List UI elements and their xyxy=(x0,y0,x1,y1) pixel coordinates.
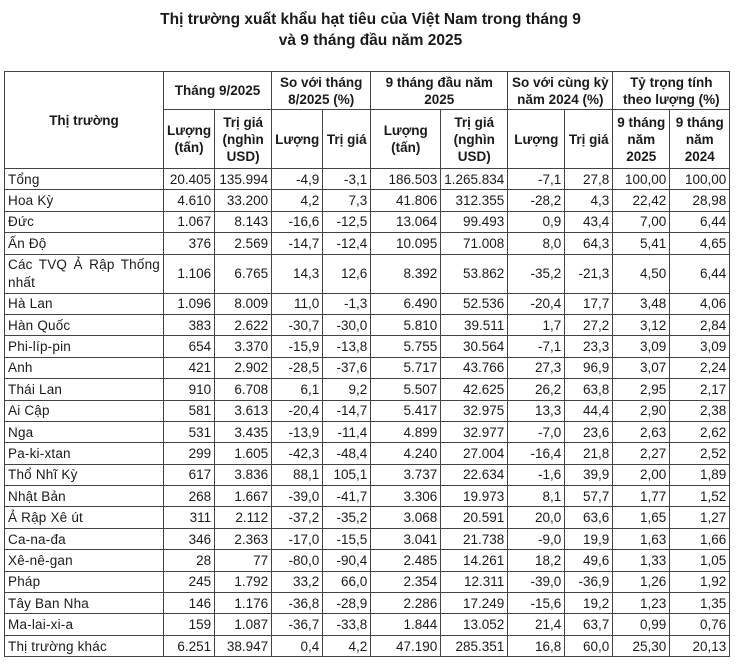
cell-market: Ca-na-đa xyxy=(5,528,164,549)
cell-share-2024: 1,52 xyxy=(670,486,730,507)
cell-vs-year-volume: -35,2 xyxy=(508,254,565,293)
cell-share-2025: 1,23 xyxy=(613,593,670,614)
cell-nine-month-value: 32.975 xyxy=(441,400,508,421)
table-row xyxy=(5,571,730,592)
cell-month-value: 38.947 xyxy=(215,635,272,656)
cell-vs-month-volume: -36,8 xyxy=(272,593,323,614)
table-title xyxy=(0,0,741,58)
cell-vs-year-value: 60,0 xyxy=(565,635,613,656)
table-row xyxy=(5,336,730,357)
cell-share-2024: 100,00 xyxy=(670,169,730,190)
cell-vs-month-value: -12,5 xyxy=(323,211,371,232)
cell-share-2024: 3,09 xyxy=(670,336,730,357)
cell-vs-year-volume: -16,4 xyxy=(508,443,565,464)
header-market: Thị trường xyxy=(5,72,164,169)
cell-vs-month-volume: -39,0 xyxy=(272,486,323,507)
cell-vs-month-value: -13,8 xyxy=(323,336,371,357)
cell-nine-month-value: 30.564 xyxy=(441,336,508,357)
cell-nine-month-value: 12.311 xyxy=(441,571,508,592)
cell-nine-month-value: 32.977 xyxy=(441,421,508,442)
cell-month-volume: 268 xyxy=(164,486,215,507)
cell-share-2025: 22,42 xyxy=(613,190,670,211)
cell-share-2024: 0,76 xyxy=(670,614,730,635)
cell-vs-year-volume: 1,7 xyxy=(508,314,565,335)
cell-nine-month-volume: 5.507 xyxy=(371,379,441,400)
cell-share-2025: 0,99 xyxy=(613,614,670,635)
cell-vs-month-value: 66,0 xyxy=(323,571,371,592)
cell-market: Thổ Nhĩ Kỳ xyxy=(5,464,164,485)
cell-vs-month-volume: -15,9 xyxy=(272,336,323,357)
table-row xyxy=(5,464,730,485)
cell-nine-month-volume: 3.041 xyxy=(371,528,441,549)
table-body xyxy=(5,169,730,657)
header-vs-year-volume: Lượng xyxy=(508,110,565,169)
cell-vs-year-volume: 8,0 xyxy=(508,233,565,254)
cell-vs-year-value: 19,9 xyxy=(565,528,613,549)
cell-month-value: 2.569 xyxy=(215,233,272,254)
cell-vs-month-value: -48,4 xyxy=(323,443,371,464)
cell-vs-year-volume: 16,8 xyxy=(508,635,565,656)
cell-month-value: 33.200 xyxy=(215,190,272,211)
cell-nine-month-value: 53.862 xyxy=(441,254,508,293)
table-row xyxy=(5,635,730,656)
header-vs-year-group: So với cùng kỳ năm 2024 (%) xyxy=(508,72,613,110)
cell-nine-month-volume: 8.392 xyxy=(371,254,441,293)
table-row xyxy=(5,507,730,528)
cell-nine-month-volume: 3.737 xyxy=(371,464,441,485)
cell-market: Ai Cập xyxy=(5,400,164,421)
header-nine-month-group: 9 tháng đầu năm 2025 xyxy=(371,72,508,110)
cell-vs-month-value: -12,4 xyxy=(323,233,371,254)
cell-share-2025: 2,27 xyxy=(613,443,670,464)
cell-month-volume: 376 xyxy=(164,233,215,254)
cell-nine-month-volume: 5.417 xyxy=(371,400,441,421)
table-row xyxy=(5,486,730,507)
cell-vs-year-volume: -7,1 xyxy=(508,169,565,190)
cell-share-2025: 100,00 xyxy=(613,169,670,190)
cell-vs-month-value: -35,2 xyxy=(323,507,371,528)
cell-market: Hoa Kỳ xyxy=(5,190,164,211)
cell-month-volume: 1.067 xyxy=(164,211,215,232)
cell-vs-month-volume: -30,7 xyxy=(272,314,323,335)
cell-month-value: 6.708 xyxy=(215,379,272,400)
cell-nine-month-value: 27.004 xyxy=(441,443,508,464)
table-row xyxy=(5,293,730,314)
cell-month-volume: 299 xyxy=(164,443,215,464)
cell-month-volume: 1.096 xyxy=(164,293,215,314)
cell-share-2024: 4,65 xyxy=(670,233,730,254)
cell-share-2025: 3,48 xyxy=(613,293,670,314)
cell-share-2025: 2,63 xyxy=(613,421,670,442)
table-row xyxy=(5,400,730,421)
header-share-2025: 9 tháng năm 2025 xyxy=(613,110,670,169)
cell-vs-year-value: -21,3 xyxy=(565,254,613,293)
cell-vs-year-value: 63,8 xyxy=(565,379,613,400)
cell-nine-month-value: 52.536 xyxy=(441,293,508,314)
cell-vs-month-volume: -4,9 xyxy=(272,169,323,190)
cell-vs-month-value: -11,4 xyxy=(323,421,371,442)
table-row xyxy=(5,357,730,378)
pepper-export-table xyxy=(4,71,730,657)
cell-month-value: 6.765 xyxy=(215,254,272,293)
cell-nine-month-value: 39.511 xyxy=(441,314,508,335)
cell-vs-year-value: 63,7 xyxy=(565,614,613,635)
cell-vs-month-volume: 6,1 xyxy=(272,379,323,400)
cell-nine-month-volume: 2.286 xyxy=(371,593,441,614)
cell-vs-year-value: 27,8 xyxy=(565,169,613,190)
cell-nine-month-value: 22.634 xyxy=(441,464,508,485)
cell-vs-month-value: 12,6 xyxy=(323,254,371,293)
cell-nine-month-value: 42.625 xyxy=(441,379,508,400)
cell-vs-month-value: 9,2 xyxy=(323,379,371,400)
cell-share-2025: 1,63 xyxy=(613,528,670,549)
cell-vs-month-volume: -14,7 xyxy=(272,233,323,254)
header-vs-year-value: Trị giá xyxy=(565,110,613,169)
cell-vs-year-volume: 27,3 xyxy=(508,357,565,378)
cell-share-2024: 2,17 xyxy=(670,379,730,400)
cell-market: Ấn Độ xyxy=(5,233,164,254)
cell-vs-year-value: 39,9 xyxy=(565,464,613,485)
cell-share-2024: 28,98 xyxy=(670,190,730,211)
cell-month-volume: 383 xyxy=(164,314,215,335)
cell-share-2024: 20,13 xyxy=(670,635,730,656)
cell-vs-year-value: 44,4 xyxy=(565,400,613,421)
cell-month-volume: 146 xyxy=(164,593,215,614)
cell-market: Ả Rập Xê út xyxy=(5,507,164,528)
cell-month-volume: 311 xyxy=(164,507,215,528)
cell-nine-month-volume: 5.717 xyxy=(371,357,441,378)
cell-share-2025: 2,95 xyxy=(613,379,670,400)
table-row xyxy=(5,190,730,211)
cell-month-volume: 346 xyxy=(164,528,215,549)
cell-vs-year-value: 23,3 xyxy=(565,336,613,357)
cell-vs-month-value: -3,1 xyxy=(323,169,371,190)
cell-share-2025: 3,07 xyxy=(613,357,670,378)
cell-nine-month-value: 17.249 xyxy=(441,593,508,614)
cell-share-2025: 3,09 xyxy=(613,336,670,357)
cell-month-value: 1.176 xyxy=(215,593,272,614)
cell-month-value: 2.902 xyxy=(215,357,272,378)
cell-month-value: 8.009 xyxy=(215,293,272,314)
cell-vs-year-value: 43,4 xyxy=(565,211,613,232)
cell-nine-month-volume: 41.806 xyxy=(371,190,441,211)
header-share-2024: 9 tháng năm 2024 xyxy=(670,110,730,169)
cell-vs-month-volume: -13,9 xyxy=(272,421,323,442)
cell-month-value: 1.667 xyxy=(215,486,272,507)
cell-vs-month-value: -15,5 xyxy=(323,528,371,549)
cell-vs-month-value: -30,0 xyxy=(323,314,371,335)
cell-month-volume: 1.106 xyxy=(164,254,215,293)
cell-share-2024: 1,92 xyxy=(670,571,730,592)
cell-vs-year-volume: -20,4 xyxy=(508,293,565,314)
cell-vs-month-value: -33,8 xyxy=(323,614,371,635)
table-row xyxy=(5,421,730,442)
cell-vs-year-volume: -7,1 xyxy=(508,336,565,357)
table-row xyxy=(5,443,730,464)
header-nine-month-value: Trị giá (nghìn USD) xyxy=(441,110,508,169)
table-row xyxy=(5,593,730,614)
table-row xyxy=(5,233,730,254)
header-vs-month-group: So với tháng 8/2025 (%) xyxy=(272,72,371,110)
cell-share-2024: 2,62 xyxy=(670,421,730,442)
cell-share-2024: 2,38 xyxy=(670,400,730,421)
cell-nine-month-value: 19.973 xyxy=(441,486,508,507)
cell-nine-month-value: 21.738 xyxy=(441,528,508,549)
cell-vs-year-value: 21,8 xyxy=(565,443,613,464)
cell-month-volume: 4.610 xyxy=(164,190,215,211)
cell-vs-year-value: 19,2 xyxy=(565,593,613,614)
cell-vs-year-volume: -28,2 xyxy=(508,190,565,211)
cell-share-2024: 2,84 xyxy=(670,314,730,335)
cell-month-value: 1.605 xyxy=(215,443,272,464)
cell-nine-month-volume: 5.755 xyxy=(371,336,441,357)
cell-vs-month-value: -90,4 xyxy=(323,550,371,571)
cell-vs-year-volume: 13,3 xyxy=(508,400,565,421)
header-share-group: Tỷ trọng tính theo lượng (%) xyxy=(613,72,730,110)
cell-month-volume: 28 xyxy=(164,550,215,571)
table-row xyxy=(5,550,730,571)
table-row xyxy=(5,379,730,400)
cell-vs-year-value: 57,7 xyxy=(565,486,613,507)
header-month-value: Trị giá (nghìn USD) xyxy=(215,110,272,169)
cell-share-2024: 1,05 xyxy=(670,550,730,571)
cell-vs-month-value: -28,9 xyxy=(323,593,371,614)
cell-vs-month-volume: -28,5 xyxy=(272,357,323,378)
cell-vs-year-volume: -39,0 xyxy=(508,571,565,592)
cell-nine-month-value: 1.265.834 xyxy=(441,169,508,190)
cell-vs-month-value: -1,3 xyxy=(323,293,371,314)
cell-market: Tây Ban Nha xyxy=(5,593,164,614)
header-month-group: Tháng 9/2025 xyxy=(164,72,272,110)
cell-vs-month-volume: 33,2 xyxy=(272,571,323,592)
cell-share-2025: 2,90 xyxy=(613,400,670,421)
cell-month-volume: 581 xyxy=(164,400,215,421)
cell-nine-month-volume: 4.240 xyxy=(371,443,441,464)
cell-share-2025: 2,00 xyxy=(613,464,670,485)
cell-month-value: 1.792 xyxy=(215,571,272,592)
cell-share-2025: 1,77 xyxy=(613,486,670,507)
cell-vs-month-value: -37,6 xyxy=(323,357,371,378)
cell-vs-year-volume: 26,2 xyxy=(508,379,565,400)
cell-nine-month-volume: 2.485 xyxy=(371,550,441,571)
cell-month-volume: 421 xyxy=(164,357,215,378)
cell-month-value: 3.370 xyxy=(215,336,272,357)
cell-vs-year-value: -36,9 xyxy=(565,571,613,592)
cell-month-value: 3.836 xyxy=(215,464,272,485)
cell-market: Phi-líp-pin xyxy=(5,336,164,357)
cell-vs-month-value: 4,2 xyxy=(323,635,371,656)
cell-share-2025: 25,30 xyxy=(613,635,670,656)
cell-vs-year-value: 23,6 xyxy=(565,421,613,442)
cell-month-value: 8.143 xyxy=(215,211,272,232)
cell-month-volume: 617 xyxy=(164,464,215,485)
cell-nine-month-volume: 3.306 xyxy=(371,486,441,507)
cell-share-2024: 4,06 xyxy=(670,293,730,314)
cell-nine-month-value: 13.052 xyxy=(441,614,508,635)
cell-share-2025: 7,00 xyxy=(613,211,670,232)
table-row xyxy=(5,314,730,335)
cell-month-value: 1.087 xyxy=(215,614,272,635)
cell-vs-month-volume: 4,2 xyxy=(272,190,323,211)
cell-share-2025: 1,65 xyxy=(613,507,670,528)
cell-nine-month-volume: 186.503 xyxy=(371,169,441,190)
cell-market: Thái Lan xyxy=(5,379,164,400)
cell-share-2025: 3,12 xyxy=(613,314,670,335)
cell-month-volume: 654 xyxy=(164,336,215,357)
cell-month-volume: 245 xyxy=(164,571,215,592)
cell-market: Pa-ki-xtan xyxy=(5,443,164,464)
cell-nine-month-volume: 1.844 xyxy=(371,614,441,635)
cell-share-2025: 4,50 xyxy=(613,254,670,293)
cell-vs-year-volume: 18,2 xyxy=(508,550,565,571)
cell-vs-year-volume: -1,6 xyxy=(508,464,565,485)
title-line-1: Thị trường xuất khẩu hạt tiêu của Việt Nam trong tháng 9 xyxy=(160,11,581,28)
cell-month-volume: 6.251 xyxy=(164,635,215,656)
cell-vs-year-volume: -15,6 xyxy=(508,593,565,614)
cell-nine-month-value: 285.351 xyxy=(441,635,508,656)
cell-month-value: 3.435 xyxy=(215,421,272,442)
cell-vs-month-volume: -42,3 xyxy=(272,443,323,464)
cell-share-2025: 1,33 xyxy=(613,550,670,571)
cell-market: Các TVQ Ả Rập Thống nhất xyxy=(5,254,164,293)
cell-vs-year-value: 49,6 xyxy=(565,550,613,571)
cell-market: Nga xyxy=(5,421,164,442)
cell-nine-month-value: 99.493 xyxy=(441,211,508,232)
cell-vs-month-value: -14,7 xyxy=(323,400,371,421)
cell-vs-year-volume: 0,9 xyxy=(508,211,565,232)
cell-market: Hà Lan xyxy=(5,293,164,314)
cell-vs-year-volume: 21,4 xyxy=(508,614,565,635)
cell-vs-year-volume: 20,0 xyxy=(508,507,565,528)
table-row xyxy=(5,211,730,232)
title-line-2: và 9 tháng đầu năm 2025 xyxy=(278,32,463,49)
cell-nine-month-volume: 10.095 xyxy=(371,233,441,254)
cell-market: Xê-nê-gan xyxy=(5,550,164,571)
header-nine-month-volume: Lượng (tấn) xyxy=(371,110,441,169)
cell-vs-year-value: 17,7 xyxy=(565,293,613,314)
cell-month-value: 77 xyxy=(215,550,272,571)
cell-month-volume: 531 xyxy=(164,421,215,442)
cell-share-2024: 1,89 xyxy=(670,464,730,485)
cell-market: Thị trường khác xyxy=(5,635,164,656)
cell-nine-month-value: 20.591 xyxy=(441,507,508,528)
header-vs-month-volume: Lượng xyxy=(272,110,323,169)
header-month-volume: Lượng (tấn) xyxy=(164,110,215,169)
table-row xyxy=(5,528,730,549)
cell-vs-year-volume: -7,0 xyxy=(508,421,565,442)
cell-market: Tổng xyxy=(5,169,164,190)
cell-vs-month-volume: -17,0 xyxy=(272,528,323,549)
cell-share-2025: 1,26 xyxy=(613,571,670,592)
cell-month-value: 135.994 xyxy=(215,169,272,190)
cell-vs-year-value: 96,9 xyxy=(565,357,613,378)
cell-nine-month-value: 71.008 xyxy=(441,233,508,254)
cell-month-volume: 159 xyxy=(164,614,215,635)
cell-vs-month-value: -41,7 xyxy=(323,486,371,507)
cell-nine-month-volume: 2.354 xyxy=(371,571,441,592)
cell-vs-month-volume: -36,7 xyxy=(272,614,323,635)
cell-vs-month-volume: -20,4 xyxy=(272,400,323,421)
cell-share-2024: 6,44 xyxy=(670,211,730,232)
cell-month-value: 2.112 xyxy=(215,507,272,528)
cell-vs-month-volume: 0,4 xyxy=(272,635,323,656)
cell-share-2024: 1,27 xyxy=(670,507,730,528)
cell-nine-month-volume: 13.064 xyxy=(371,211,441,232)
cell-nine-month-volume: 4.899 xyxy=(371,421,441,442)
cell-vs-year-value: 27,2 xyxy=(565,314,613,335)
cell-nine-month-volume: 47.190 xyxy=(371,635,441,656)
cell-vs-month-volume: -80,0 xyxy=(272,550,323,571)
cell-share-2024: 1,66 xyxy=(670,528,730,549)
cell-vs-year-value: 63,6 xyxy=(565,507,613,528)
cell-nine-month-volume: 6.490 xyxy=(371,293,441,314)
cell-month-value: 3.613 xyxy=(215,400,272,421)
cell-vs-year-value: 64,3 xyxy=(565,233,613,254)
cell-vs-month-value: 7,3 xyxy=(323,190,371,211)
table-row xyxy=(5,254,730,293)
cell-market: Nhật Bản xyxy=(5,486,164,507)
cell-vs-month-value: 105,1 xyxy=(323,464,371,485)
cell-vs-month-volume: 11,0 xyxy=(272,293,323,314)
cell-vs-month-volume: 88,1 xyxy=(272,464,323,485)
cell-month-value: 2.363 xyxy=(215,528,272,549)
cell-market: Hàn Quốc xyxy=(5,314,164,335)
cell-nine-month-value: 14.261 xyxy=(441,550,508,571)
cell-market: Anh xyxy=(5,357,164,378)
cell-share-2024: 2,52 xyxy=(670,443,730,464)
cell-month-value: 2.622 xyxy=(215,314,272,335)
cell-vs-year-volume: -9,0 xyxy=(508,528,565,549)
cell-month-volume: 910 xyxy=(164,379,215,400)
cell-nine-month-volume: 5.810 xyxy=(371,314,441,335)
cell-share-2024: 1,35 xyxy=(670,593,730,614)
cell-market: Pháp xyxy=(5,571,164,592)
cell-share-2024: 6,44 xyxy=(670,254,730,293)
cell-vs-month-volume: -16,6 xyxy=(272,211,323,232)
table-row xyxy=(5,614,730,635)
header-vs-month-value: Trị giá xyxy=(323,110,371,169)
cell-share-2024: 2,24 xyxy=(670,357,730,378)
cell-market: Đức xyxy=(5,211,164,232)
cell-nine-month-value: 43.766 xyxy=(441,357,508,378)
cell-nine-month-value: 312.355 xyxy=(441,190,508,211)
cell-vs-month-volume: -37,2 xyxy=(272,507,323,528)
cell-market: Ma-lai-xi-a xyxy=(5,614,164,635)
cell-month-volume: 20.405 xyxy=(164,169,215,190)
cell-vs-month-volume: 14,3 xyxy=(272,254,323,293)
cell-share-2025: 5,41 xyxy=(613,233,670,254)
cell-vs-year-value: 4,3 xyxy=(565,190,613,211)
table-row xyxy=(5,169,730,190)
cell-vs-year-volume: 8,1 xyxy=(508,486,565,507)
cell-nine-month-volume: 3.068 xyxy=(371,507,441,528)
